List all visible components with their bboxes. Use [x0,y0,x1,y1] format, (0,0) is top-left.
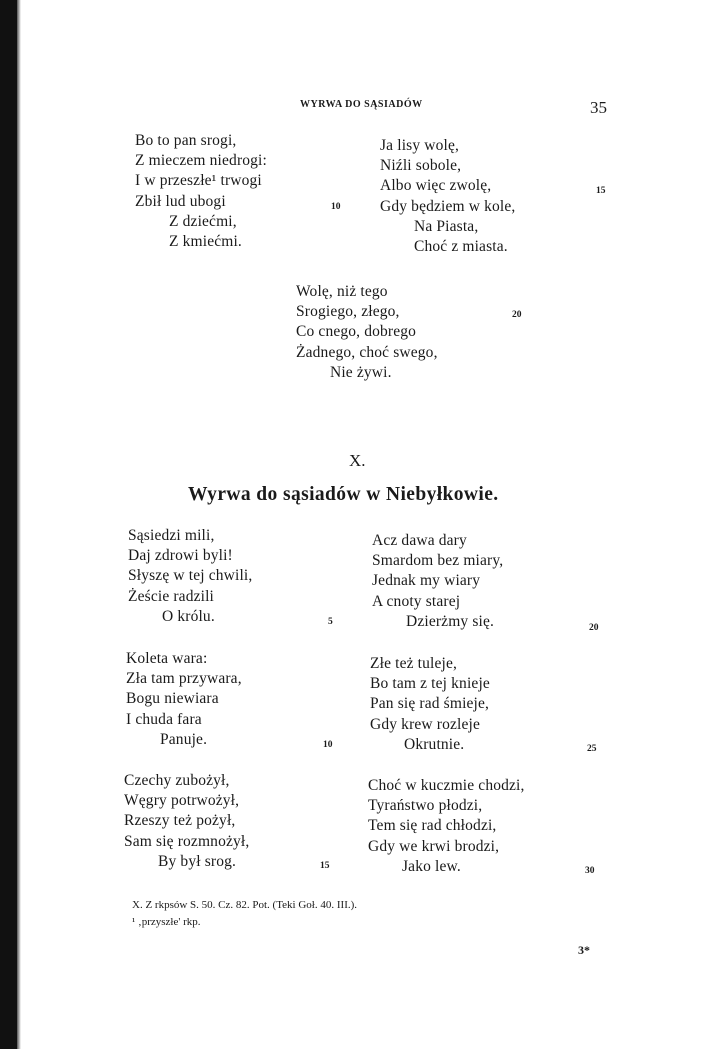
verse-line: Gdy krew rozleje [370,715,480,733]
verse-line: Słyszę w tej chwili, [128,567,253,585]
verse-line: Jednak my wiary [372,572,481,590]
verse-line: Zła tam przywara, [126,670,242,688]
verse-line: Czechy zubożył, [124,772,230,789]
verse-line: I chuda fara [126,710,202,728]
verse-line: Żadnego, choć swego, [296,343,438,361]
verse-line: Zbił lud ubogi [135,192,226,210]
poem-title: Wyrwa do sąsiadów w Niebyłkowie. [188,484,499,505]
poem2-stanza-5 [370,654,490,755]
verse-line: Ja lisy wolę, [380,137,460,154]
poem2-stanza-6 [368,776,525,877]
verse-line: Albo więc zwolę, [380,177,492,195]
verse-line: Smardom bez miary, [372,552,504,570]
line-number: 20 [512,310,522,320]
verse-line: Węgry potrwożył, [124,792,240,810]
poem2-stanza-2 [126,649,242,750]
poem1-stanza-c [296,282,438,383]
footnote-1: ¹ ‚przyszłe' rkp. [132,916,201,928]
verse-line: Choć z miasta. [414,238,508,256]
verse-line: Dzierżmy się. [406,612,495,630]
line-number: 15 [596,186,606,196]
section-numeral: X. [349,451,366,470]
verse-line: Bo to pan srogi, [135,132,237,149]
verse-line: By był srog. [158,852,237,870]
poem2-stanza-3 [124,771,249,872]
verse-line: Panuje. [160,730,208,748]
verse-line: Złe też tuleje, [370,655,458,672]
verse-line: Tyraństwo płodzi, [368,797,483,815]
verse-line: Bo tam z tej knieje [370,675,490,693]
verse-line: Daj zdrowi byli! [128,547,233,565]
verse-line: Gdy będziem w kole, [380,197,516,215]
signature-mark: 3* [578,943,590,957]
footnote-source: X. Z rkpsów S. 50. Cz. 82. Pot. (Teki Goł. 40. III.). [132,899,358,911]
verse-line: Z mieczem niedrogi: [135,152,267,170]
line-number: 20 [589,623,599,633]
verse-line: Acz dawa dary [372,532,467,549]
verse-line: Z dziećmi, [169,212,237,230]
verse-line: Srogiego, złego, [296,303,400,321]
verse-line: Co cnego, dobrego [296,323,417,341]
line-number: 10 [331,202,341,212]
line-number: 5 [328,617,333,627]
verse-line: O królu. [162,607,215,625]
verse-line: I w przeszłe¹ trwogi [135,172,262,190]
verse-line: Bogu niewiara [126,690,219,708]
verse-line: Wolę, niż tego [296,283,388,300]
verse-line: Z kmiećmi. [169,233,242,251]
line-number: 10 [323,740,333,750]
verse-line: Niźli sobole, [380,157,462,175]
verse-line: Pan się rad śmieje, [370,695,490,713]
line-number: 15 [320,861,330,871]
verse-line: Koleta wara: [126,650,208,667]
verse-line: Sam się rozmnożył, [124,832,250,850]
verse-line: Tem się rad chłodzi, [368,817,497,835]
line-number: 30 [585,866,595,876]
spine-shadow [17,0,21,1049]
verse-line: Żeście radzili [128,587,215,605]
verse-line: Choć w kuczmie chodzi, [368,777,525,794]
poem1-stanza-b [380,136,515,257]
poem2-stanza-1 [128,526,252,627]
poem1-stanza-a [135,131,267,252]
verse-line: Na Piasta, [414,217,479,235]
verse-line: Sąsiedzi mili, [128,527,215,544]
verse-line: Jako lew. [402,857,461,875]
page-number: 35 [590,98,607,117]
line-number: 25 [587,744,597,754]
book-spine-edge [0,0,17,1049]
verse-line: Rzeszy też pożył, [124,812,236,830]
running-title: WYRWA DO SĄSIADÓW [300,99,423,110]
verse-line: A cnoty starej [372,592,461,610]
verse-line: Gdy we krwi brodzi, [368,837,500,855]
verse-line: Nie żywi. [330,363,392,381]
poem2-stanza-4 [372,531,503,632]
verse-line: Okrutnie. [404,735,465,753]
